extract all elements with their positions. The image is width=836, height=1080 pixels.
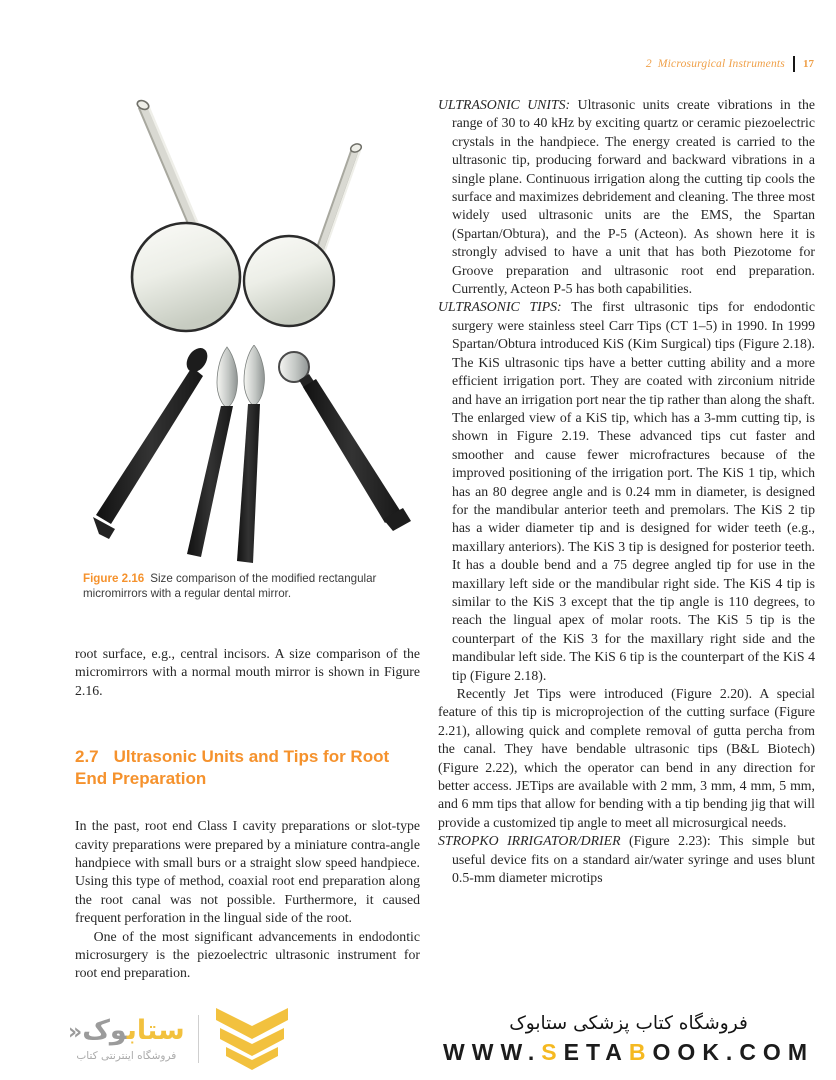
entry-lead: STROPKO IRRIGATOR/DRIER — [438, 833, 621, 849]
store-title: فروشگاه کتاب پزشکی ستابوک — [509, 1013, 748, 1034]
url-part-accent: S — [541, 1039, 564, 1065]
wordmark-yellow-part: ستاب — [126, 1015, 185, 1046]
entry-text: Ultrasonic units create vibrations in the range of 30 to 40 kHz by exciting quartz or ceramic piezoelectric crystals in the handpiece. The energy created is carried to the ultrasonic tip, producing forward and backward vibrations in a single plane. Continuous irrigation along the cutting tip cools the surface and maximizes debridement and cleaning. The three most widely used ultrasonic units are the EMS, the Spartan (Spartan/Obtura), and the P-5 (Acteon). As shown here it is strongly advised to have a unit that has both Piezotome for Groove preparation and ultrasonic root end preparation. Currently, Acteon P-5 has both capabilities. — [452, 97, 815, 297]
figure-caption-text: Size comparison of the modified rectangular micromirrors with a regular dental mirror. — [83, 572, 377, 600]
wordmark-arrow-icon: « — [68, 1020, 83, 1045]
left-column — [75, 78, 420, 983]
running-title: Microsurgical Instruments — [657, 58, 785, 70]
dental-mirrors-image — [75, 78, 420, 345]
section-title: Ultrasonic Units and Tips for Root End Preparation — [75, 747, 390, 789]
paragraph-jet-tips: Recently Jet Tips were introduced (Figure 2.20). A special feature of this tip is microprojection of the cutting surface (Figure 2.21), allowing quick and complete removal of gutta percha from the canal. They have bendable ultrasonic tips (B&L Biotech) (Figure 2.22), which the operator can bend in any direction for better access. JETips are available with 2 mm, 3 mm, 4 mm, 5 mm, and 6 mm tips that allow for bending with a tip bending jig that will provide a customized tip angle to meet all microsurgical needs. — [438, 686, 815, 830]
running-head-text — [646, 58, 785, 70]
paragraph-root-surface: root surface, e.g., central incisors. A size comparison of the micromirrors with a normal mouth mirror is shown in Figure 2.16. — [75, 646, 420, 698]
entry-ultrasonic-tips — [438, 298, 815, 685]
entry-text: (Figure 2.23): This simple but useful device fits on a standard air/water syringe and uses blunt 0.5-mm diameter microtips — [452, 833, 815, 886]
figure-caption — [83, 571, 405, 601]
paragraph-one-of-the-most: One of the most significant advancements in endodontic microsurgery is the piezoelectric ultrasonic instrument for root end preparation. — [75, 928, 420, 981]
paragraph-in-the-past: In the past, root end Class I cavity preparations or slot-type cavity preparations were prepared by a miniature contra-angle handpiece with small burs or a straight slow speed handpiece. Using this type of method, coaxial root end preparation along the root canal was not possible. Furthermore, it caused frequent perforation in the lingual side of the root. — [75, 818, 420, 926]
figure-caption-label: Figure 2.16 — [83, 572, 145, 585]
running-header — [646, 56, 814, 72]
url-part: WWW. — [443, 1039, 542, 1065]
entry-text: The first ultrasonic tips for endodontic surgery were stainless steel Carr Tips (CT 1–5) in 1990. In 1999 Spartan/Obtura introduced KiS (Kim Surgical) tips (Figure 2.18). The KiS ultrasonic tips have a better cutting ability and a more efficient irrigation port. They are coated with zirconium nitride and have an irrigation port near the tip rather than along the shaft. The enlarged view of a KiS tip, which has a 3-mm cutting tip, is shown in Figure 2.19. These advanced tips cut faster and smoother and cause fewer microfractures because of the improved positioning of the irrigation port. The KiS 1 tip, which has an 80 degree angle and is 0.24 mm in diameter, is designed for the mandibular anterior teeth and premolars. The KiS 2 tip has a wider diameter tip and is designed for wider teeth (e.g., maxillary anteriors). The KiS 3 tip is designed for posterior teeth. It has a double bend and a 75 degree angled tip for use in the maxillary left side or the mandibular right side. The KiS 4 tip is similar to the KiS 3 except that the tip angle is 110 degrees, to reach the lingual apex of molar roots. The KiS 5 tip is the counterpart of the KiS 3 for the maxillary right side and the mandibular left side. The KiS 6 tip is the counterpart of the KiS 4 tip (Figure 2.18). — [452, 299, 815, 683]
header-divider — [793, 56, 795, 72]
logo-divider — [198, 1015, 199, 1063]
micromirror-instruments-image — [75, 345, 420, 563]
url-part: OOK.COM — [652, 1039, 814, 1065]
footer-brand-bar — [0, 1006, 836, 1080]
chapter-number: 2 — [645, 58, 652, 70]
website-url — [443, 1039, 814, 1066]
setabook-wordmark — [68, 1016, 185, 1048]
entry-lead: ULTRASONIC UNITS: — [438, 97, 571, 112]
url-part-accent: B — [628, 1039, 653, 1065]
right-column — [438, 78, 815, 983]
page-content — [75, 78, 815, 983]
setabook-chevron-icon — [212, 1007, 292, 1071]
url-part: ETA — [563, 1039, 629, 1065]
setabook-logo — [68, 1007, 292, 1071]
setabook-wordmark-block — [68, 1016, 185, 1062]
section-number: 2.7 — [75, 747, 99, 767]
section-heading — [75, 746, 415, 790]
entry-ultrasonic-units — [438, 96, 815, 298]
page-number: 17 — [803, 58, 814, 70]
entry-lead: ULTRASONIC TIPS: — [438, 299, 562, 315]
footer-store-info — [443, 1012, 814, 1066]
wordmark-gray-part: وک — [82, 1015, 127, 1046]
entry-stropko-irrigator — [438, 832, 815, 887]
logo-tagline: فروشگاه اینترنتی کتاب — [76, 1050, 177, 1062]
